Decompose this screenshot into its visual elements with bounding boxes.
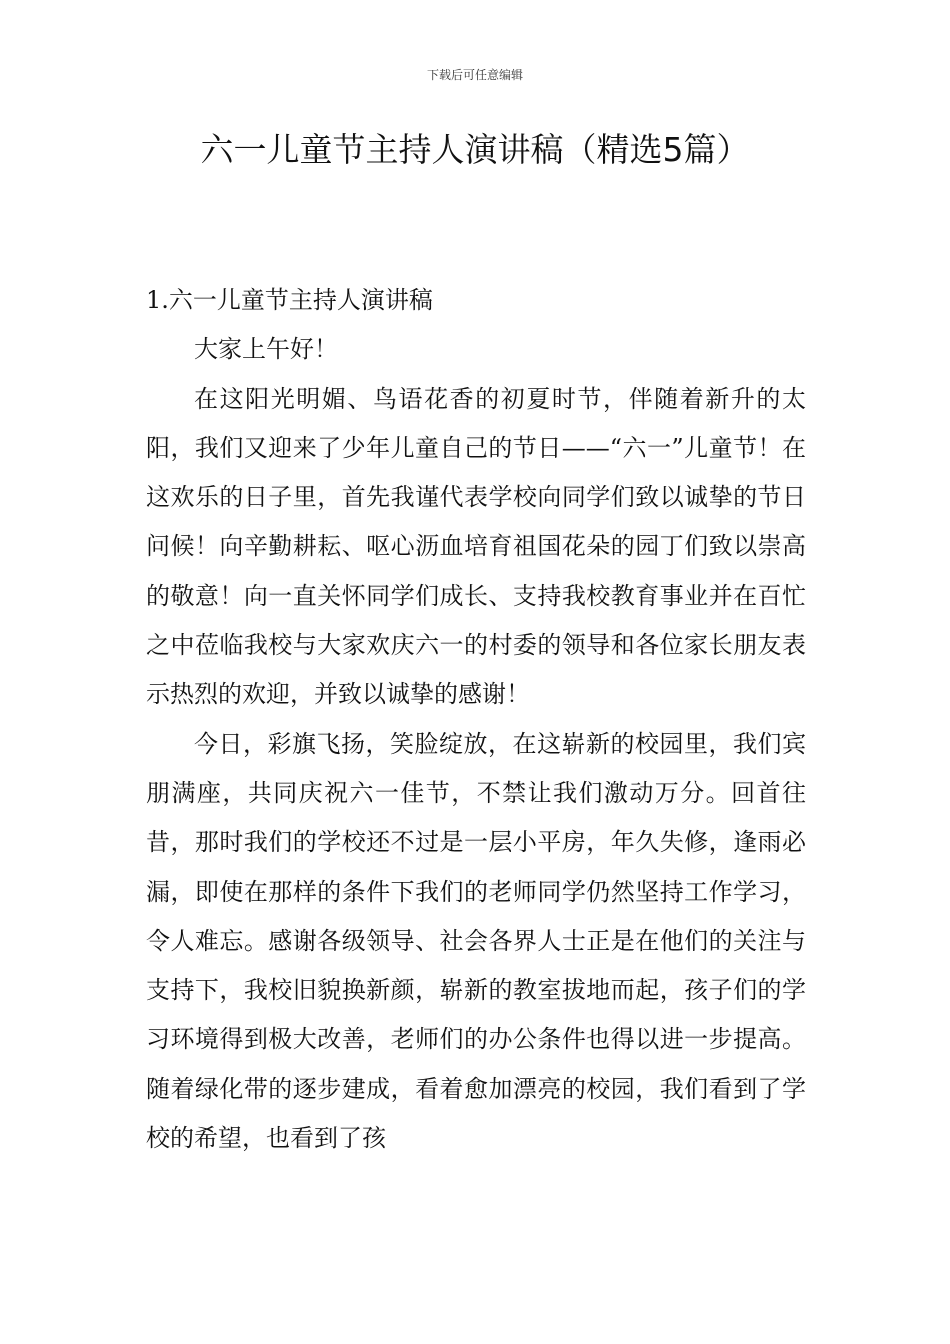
greeting-paragraph: 大家上午好！ — [194, 335, 338, 364]
opening-paragraph: 在这阳光明媚、鸟语花香的初夏时节，伴随着新升的太阳，我们又迎来了少年儿童自己的节日——“六一”儿童节！在这欢乐的日子里，首先我谨代表学校向同学们致以诚挚的节日问候！向辛勤耕耘、呕心沥血培育祖国花朵的园丁们致以崇高的敬意！向一直关怀同学们成长、支持我校教育事业并在百忙之中莅临我校与大家欢庆六一的村委的领导和各位家长朋友表示热烈的欢迎，并致以诚挚的感谢！ — [146, 384, 806, 709]
document-title: 六一儿童节主持人演讲稿（精选5篇） — [200, 130, 750, 169]
history-paragraph: 今日，彩旗飞扬，笑脸绽放，在这崭新的校园里，我们宾朋满座，共同庆祝六一佳节，不禁让我们激动万分。回首往昔，那时我们的学校还不过是一层小平房，年久失修，逢雨必漏，即使在那样的条件下我们的老师同学仍然坚持工作学习，令人难忘。感谢各级领导、社会各界人士正是在他们的关注与支持下，我校旧貌换新颜，崭新的教室拔地而起，孩子们的学习环境得到极大改善，老师们的办公条件也得以进一步提高。随着绿化带的逐步建成，看着愈加漂亮的校园，我们看到了学校的希望，也看到了孩 — [146, 729, 806, 1153]
section-heading: 1.六一儿童节主持人演讲稿 — [146, 286, 433, 314]
document-body — [146, 276, 806, 1163]
header-note: 下载后可任意编辑 — [426, 68, 523, 82]
